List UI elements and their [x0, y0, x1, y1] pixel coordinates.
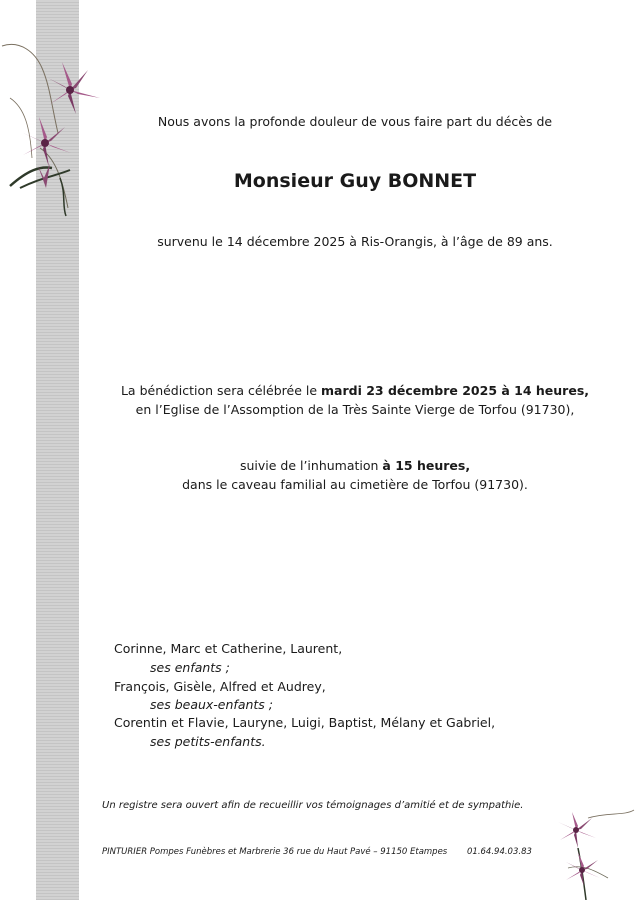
- ceremony-line-2: en l’Eglise de l’Assomption de la Très Sainte Vierge de Torfou (91730),: [135, 402, 575, 417]
- burial-line-1: [90, 458, 620, 473]
- family-grandchildren-names: Corentin et Flavie, Lauryne, Luigi, Baptist, Mélany et Gabriel,: [114, 715, 496, 730]
- family-stepchildren-names: François, Gisèle, Alfred et Audrey,: [114, 679, 326, 694]
- death-details: survenu le 14 décembre 2025 à Ris-Orangis, à l’âge de 89 ans.: [157, 234, 553, 249]
- burial-prefix: suivie de l’inhumation: [239, 458, 383, 473]
- family-grandchildren-role: ses petits-enfants.: [150, 734, 266, 749]
- family-stepchildren-role: ses beaux-enfants ;: [150, 697, 273, 712]
- intro-text: Nous avons la profonde douleur de vous faire part du décès de: [157, 114, 553, 129]
- ceremony-datetime: mardi 23 décembre 2025 à 14 heures,: [321, 383, 590, 398]
- family-children-names: Corinne, Marc et Catherine, Laurent,: [114, 641, 343, 656]
- funeral-phone: 01.64.94.03.83: [467, 847, 532, 857]
- burial-time: à 15 heures,: [382, 458, 471, 473]
- family-children-role: ses enfants ;: [150, 660, 230, 675]
- ceremony-prefix: La bénédiction sera célébrée le: [120, 383, 321, 398]
- registry-note: Un registre sera ouvert afin de recueillir vos témoignages d’amitié et de sympathie.: [102, 800, 524, 811]
- lily-flowers-illustration-bottom: [548, 808, 637, 900]
- burial-line-2: dans le caveau familial au cimetière de Torfou (91730).: [182, 477, 528, 492]
- ceremony-line-1: [90, 383, 620, 398]
- funeral-company: PINTURIER Pompes Funèbres et Marbrerie 36 rue du Haut Pavé – 91150 Etampes: [102, 847, 448, 857]
- deceased-name: Monsieur Guy BONNET: [233, 170, 477, 192]
